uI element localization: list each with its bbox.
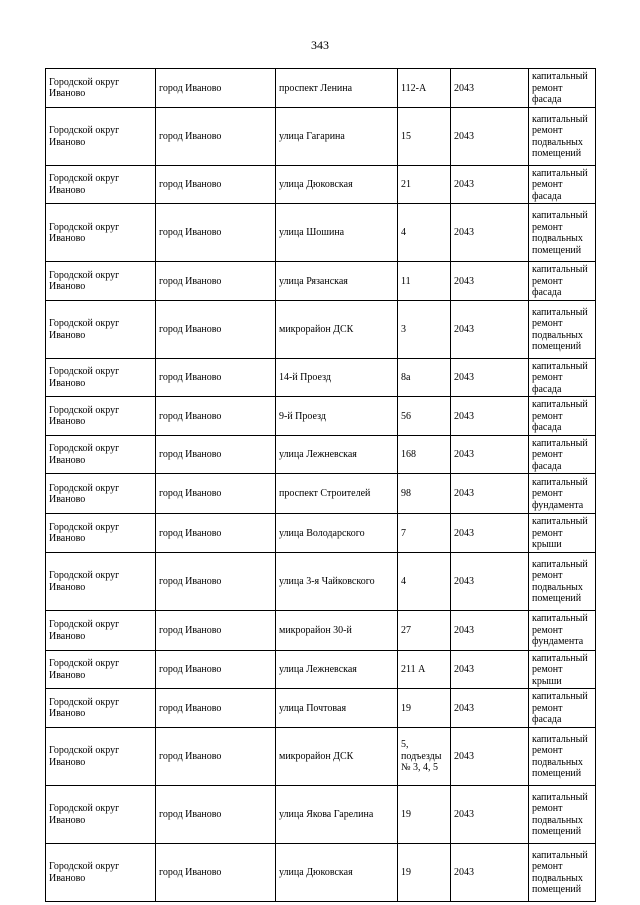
- house-number-cell: 27: [398, 610, 451, 650]
- city-cell: город Иваново: [156, 69, 276, 108]
- city-cell: город Иваново: [156, 435, 276, 474]
- municipality-cell: Городской округ Иваново: [46, 610, 156, 650]
- work-type-cell: капитальный ремонт подвальных помещений: [529, 727, 596, 785]
- year-cell: 2043: [451, 514, 529, 553]
- street-cell: проспект Строителей: [276, 474, 398, 514]
- table-row: [46, 262, 596, 301]
- city-cell: город Иваново: [156, 262, 276, 301]
- year-cell: 2043: [451, 474, 529, 514]
- municipality-cell: Городской округ Иваново: [46, 300, 156, 358]
- work-type-cell: капитальный ремонт фасада: [529, 358, 596, 397]
- city-cell: город Иваново: [156, 358, 276, 397]
- municipality-cell: Городской округ Иваново: [46, 397, 156, 436]
- table-row: [46, 727, 596, 785]
- house-number-cell: 11: [398, 262, 451, 301]
- year-cell: 2043: [451, 69, 529, 108]
- city-cell: город Иваново: [156, 610, 276, 650]
- street-cell: улица Якова Гарелина: [276, 785, 398, 843]
- municipality-cell: Городской округ Иваново: [46, 204, 156, 262]
- page-number: 343: [311, 38, 329, 52]
- house-number-cell: 56: [398, 397, 451, 436]
- table-row: [46, 165, 596, 204]
- municipality-cell: Городской округ Иваново: [46, 358, 156, 397]
- repair-register-table: [45, 68, 596, 902]
- year-cell: 2043: [451, 300, 529, 358]
- year-cell: 2043: [451, 397, 529, 436]
- house-number-cell: 3: [398, 300, 451, 358]
- house-number-cell: 19: [398, 689, 451, 728]
- street-cell: улица Почтовая: [276, 689, 398, 728]
- city-cell: город Иваново: [156, 514, 276, 553]
- house-number-cell: 8а: [398, 358, 451, 397]
- table-row: [46, 300, 596, 358]
- house-number-cell: 7: [398, 514, 451, 553]
- municipality-cell: Городской округ Иваново: [46, 785, 156, 843]
- house-number-cell: 15: [398, 107, 451, 165]
- street-cell: улица Володарского: [276, 514, 398, 553]
- house-number-cell: 19: [398, 785, 451, 843]
- municipality-cell: Городской округ Иваново: [46, 514, 156, 553]
- municipality-cell: Городской округ Иваново: [46, 474, 156, 514]
- table-row: [46, 474, 596, 514]
- work-type-cell: капитальный ремонт подвальных помещений: [529, 843, 596, 901]
- table-row: [46, 397, 596, 436]
- city-cell: город Иваново: [156, 204, 276, 262]
- year-cell: 2043: [451, 435, 529, 474]
- municipality-cell: Городской округ Иваново: [46, 689, 156, 728]
- city-cell: город Иваново: [156, 397, 276, 436]
- table-row: [46, 843, 596, 901]
- table-row: [46, 358, 596, 397]
- city-cell: город Иваново: [156, 165, 276, 204]
- municipality-cell: Городской округ Иваново: [46, 727, 156, 785]
- table-row: [46, 610, 596, 650]
- table-row: [46, 552, 596, 610]
- work-type-cell: капитальный ремонт подвальных помещений: [529, 107, 596, 165]
- house-number-cell: 4: [398, 204, 451, 262]
- table-row: [46, 514, 596, 553]
- work-type-cell: капитальный ремонт подвальных помещений: [529, 204, 596, 262]
- house-number-cell: 5, подъезды № 3, 4, 5: [398, 727, 451, 785]
- street-cell: улица Лежневская: [276, 435, 398, 474]
- street-cell: проспект Ленина: [276, 69, 398, 108]
- house-number-cell: 112-А: [398, 69, 451, 108]
- city-cell: город Иваново: [156, 843, 276, 901]
- work-type-cell: капитальный ремонт крыши: [529, 650, 596, 689]
- work-type-cell: капитальный ремонт фасада: [529, 165, 596, 204]
- work-type-cell: капитальный ремонт крыши: [529, 514, 596, 553]
- municipality-cell: Городской округ Иваново: [46, 262, 156, 301]
- house-number-cell: 19: [398, 843, 451, 901]
- work-type-cell: капитальный ремонт фасада: [529, 397, 596, 436]
- work-type-cell: капитальный ремонт фасада: [529, 435, 596, 474]
- year-cell: 2043: [451, 552, 529, 610]
- year-cell: 2043: [451, 843, 529, 901]
- municipality-cell: Городской округ Иваново: [46, 107, 156, 165]
- year-cell: 2043: [451, 262, 529, 301]
- street-cell: улица 3-я Чайковского: [276, 552, 398, 610]
- street-cell: улица Гагарина: [276, 107, 398, 165]
- year-cell: 2043: [451, 689, 529, 728]
- house-number-cell: 4: [398, 552, 451, 610]
- work-type-cell: капитальный ремонт подвальных помещений: [529, 552, 596, 610]
- municipality-cell: Городской округ Иваново: [46, 69, 156, 108]
- street-cell: улица Лежневская: [276, 650, 398, 689]
- house-number-cell: 98: [398, 474, 451, 514]
- street-cell: улица Дюковская: [276, 843, 398, 901]
- street-cell: микрорайон ДСК: [276, 300, 398, 358]
- city-cell: город Иваново: [156, 107, 276, 165]
- house-number-cell: 21: [398, 165, 451, 204]
- city-cell: город Иваново: [156, 650, 276, 689]
- street-cell: микрорайон ДСК: [276, 727, 398, 785]
- year-cell: 2043: [451, 785, 529, 843]
- work-type-cell: капитальный ремонт подвальных помещений: [529, 785, 596, 843]
- street-cell: микрорайон 30-й: [276, 610, 398, 650]
- table-row: [46, 689, 596, 728]
- work-type-cell: капитальный ремонт фундамента: [529, 474, 596, 514]
- city-cell: город Иваново: [156, 689, 276, 728]
- municipality-cell: Городской округ Иваново: [46, 435, 156, 474]
- year-cell: 2043: [451, 107, 529, 165]
- street-cell: улица Шошина: [276, 204, 398, 262]
- house-number-cell: 211 А: [398, 650, 451, 689]
- work-type-cell: капитальный ремонт фасада: [529, 262, 596, 301]
- year-cell: 2043: [451, 610, 529, 650]
- city-cell: город Иваново: [156, 300, 276, 358]
- work-type-cell: капитальный ремонт фасада: [529, 69, 596, 108]
- table-row: [46, 435, 596, 474]
- street-cell: 9-й Проезд: [276, 397, 398, 436]
- municipality-cell: Городской округ Иваново: [46, 843, 156, 901]
- city-cell: город Иваново: [156, 552, 276, 610]
- year-cell: 2043: [451, 650, 529, 689]
- table-row: [46, 107, 596, 165]
- table-row: [46, 204, 596, 262]
- municipality-cell: Городской округ Иваново: [46, 650, 156, 689]
- street-cell: улица Дюковская: [276, 165, 398, 204]
- year-cell: 2043: [451, 204, 529, 262]
- street-cell: улица Рязанская: [276, 262, 398, 301]
- municipality-cell: Городской округ Иваново: [46, 165, 156, 204]
- year-cell: 2043: [451, 727, 529, 785]
- table-body: [46, 69, 596, 902]
- year-cell: 2043: [451, 165, 529, 204]
- table-row: [46, 69, 596, 108]
- city-cell: город Иваново: [156, 727, 276, 785]
- city-cell: город Иваново: [156, 785, 276, 843]
- work-type-cell: капитальный ремонт фасада: [529, 689, 596, 728]
- table-row: [46, 650, 596, 689]
- work-type-cell: капитальный ремонт фундамента: [529, 610, 596, 650]
- street-cell: 14-й Проезд: [276, 358, 398, 397]
- house-number-cell: 168: [398, 435, 451, 474]
- year-cell: 2043: [451, 358, 529, 397]
- municipality-cell: Городской округ Иваново: [46, 552, 156, 610]
- work-type-cell: капитальный ремонт подвальных помещений: [529, 300, 596, 358]
- table-row: [46, 785, 596, 843]
- city-cell: город Иваново: [156, 474, 276, 514]
